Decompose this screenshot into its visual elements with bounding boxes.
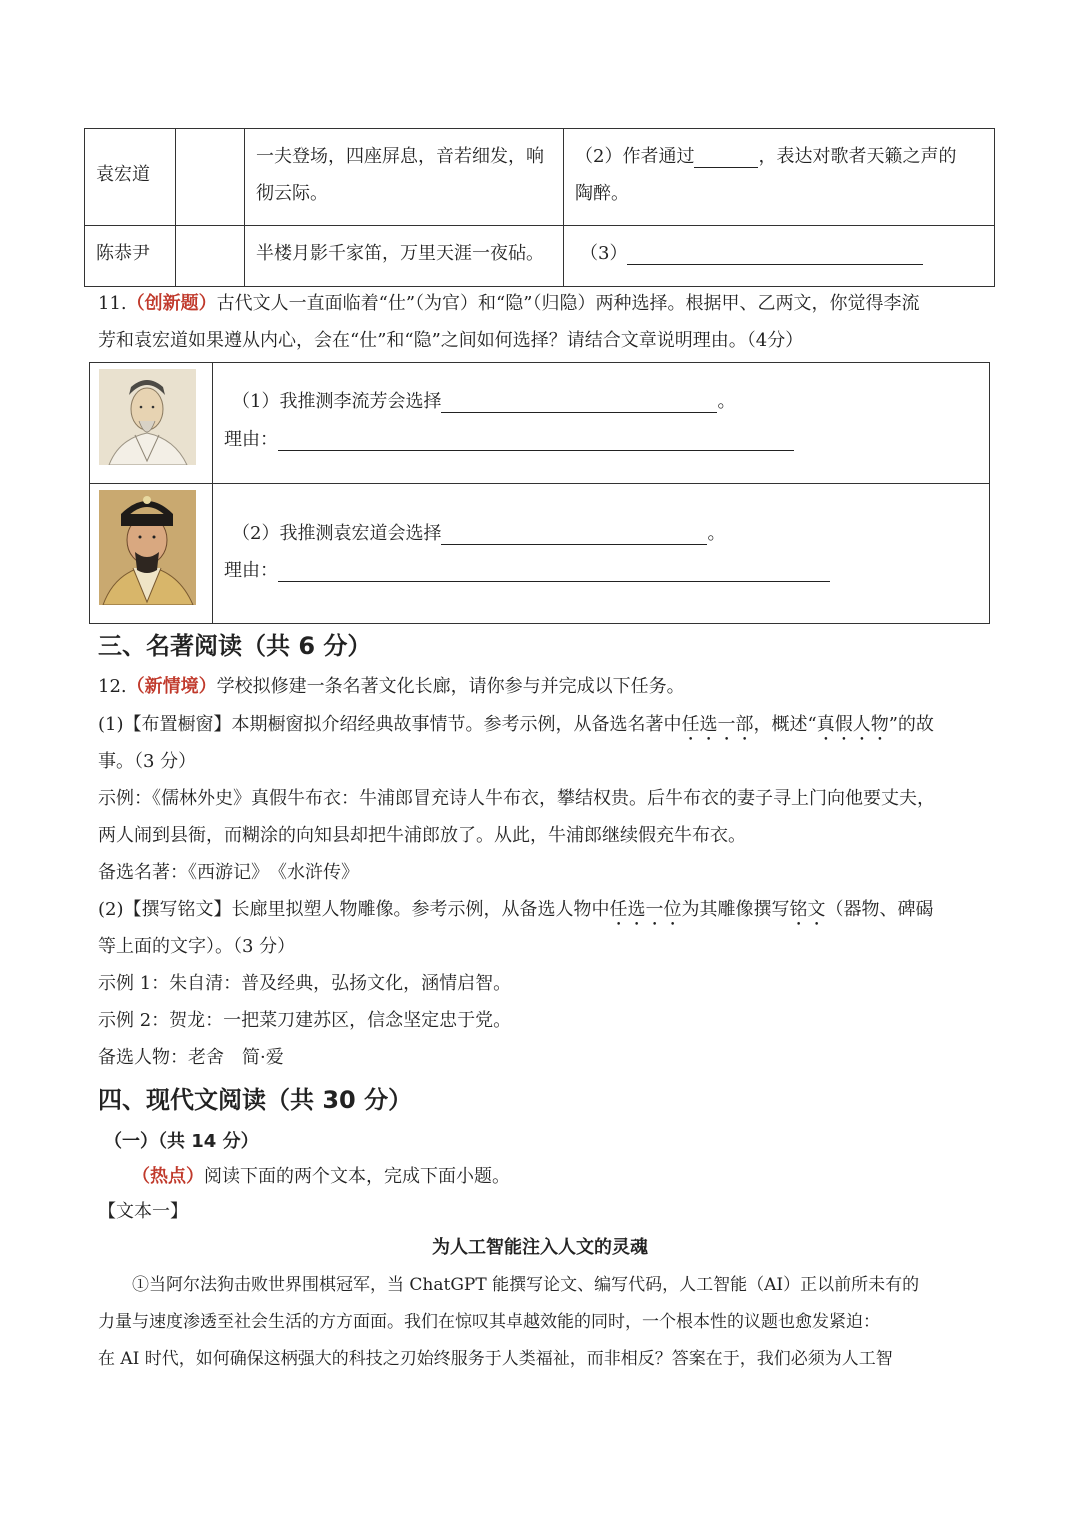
q11-reason-2 [224, 556, 830, 582]
task-1-text-c: ”的故 [888, 714, 934, 735]
q12-number: 12. [98, 676, 127, 697]
q11-answer-2 [232, 519, 725, 545]
q11-tag: （创新题） [126, 293, 217, 314]
q12-text: 学校拟修建一条名著文化长廊，请你参与并完成以下任务。 [216, 676, 685, 697]
hot-tag: （热点） [132, 1166, 204, 1187]
q11-answer-1-blank[interactable] [441, 393, 717, 413]
task-2-emphasis-1: 任选一位 [609, 899, 682, 920]
reason-label: 理由： [224, 429, 278, 450]
author-yuan-hongdao: 袁宏道 [96, 164, 150, 185]
answer-2 [575, 142, 956, 168]
task-2-text-a: (2)【撰写铭文】长廊里拟塑人物雕像。参考示例，从备选人物中 [98, 899, 610, 920]
q11-answer-1-prefix: （1）我推测李流芳会选择 [232, 391, 442, 412]
section-3-heading: 三、名著阅读（共 6 分） [98, 632, 372, 660]
quote-row-2: 半楼月影千家笛，万里天涯一夜砧。 [256, 243, 544, 264]
example-1-line-2: 两人闹到县衙，而糊涂的向知县却把牛浦郎放了。从此，牛浦郎继续假充牛布衣。 [98, 825, 746, 846]
q12-tag: （新情境） [126, 676, 217, 697]
answer-3 [580, 239, 923, 265]
q11-reason-2-blank[interactable] [278, 562, 830, 582]
task-1-emphasis-1: 任选一部 [681, 714, 754, 735]
answer-2-line-2: 陶醉。 [575, 183, 629, 204]
author-chen-gongyin: 陈恭尹 [96, 243, 150, 264]
answer-2-blank[interactable] [694, 148, 758, 168]
candidate-people: 备选人物：老舍 简·爱 [98, 1047, 284, 1068]
quote-line-1: 一夫登场，四座屏息，音若细发，响 [256, 146, 544, 167]
task-2-emphasis-2: 铭文 [789, 899, 826, 920]
text-1-label: 【文本一】 [98, 1201, 188, 1222]
answer-3-blank[interactable] [627, 245, 923, 265]
q11-answer-1-end: 。 [717, 391, 736, 412]
answer-2-suffix: ，表达对歌者天籁之声的 [758, 146, 957, 167]
answer-3-prefix: （3） [580, 243, 628, 264]
reason-label-2: 理由： [224, 560, 278, 581]
task-1-line-1 [98, 710, 934, 745]
task-2-line-2: 等上面的文字）。（3 分） [98, 936, 296, 957]
q11-answer-2-blank[interactable] [441, 525, 707, 545]
q11-text-1: 古代文人一直面临着“仕”（为官）和“隐”（归隐）两种选择。根据甲、乙两文，你觉得李流 [216, 293, 920, 314]
article-title: 为人工智能注入人文的灵魂 [432, 1237, 648, 1258]
q11-answer-1 [232, 387, 735, 413]
q11-line-2: 芳和袁宏道如果遵从内心，会在“仕”和“隐”之间如何选择？请结合文章说明理由。（4分） [98, 330, 804, 351]
portrait-li-liufang [99, 369, 196, 465]
q11-number: 11. [98, 293, 127, 314]
paragraph-1-line-3: 在 AI 时代，如何确保这柄强大的科技之刃始终服务于人类福祉，而非相反？答案在于，我们必须为人工智 [98, 1349, 893, 1369]
task-2-line-1 [98, 895, 934, 930]
q11-reason-1-blank[interactable] [278, 431, 794, 451]
paragraph-1-line-1: ①当阿尔法狗击败世界围棋冠军，当 ChatGPT 能撰写论文、编写代码，人工智能（AI）正以前所未有的 [132, 1275, 920, 1295]
section-4-heading: 四、现代文阅读（共 30 分） [98, 1086, 413, 1114]
task-2-text-c: （器物、碑碣 [825, 899, 934, 920]
task-1-text-a: (1)【布置橱窗】本期橱窗拟介绍经典故事情节。参考示例，从备选名著中 [98, 714, 682, 735]
paragraph-1-line-2: 力量与速度渗透至社会生活的方方面面。我们在惊叹其卓越效能的同时，一个根本性的议题也愈发紧迫： [98, 1312, 880, 1332]
task-1-emphasis-2: 真假人物 [816, 714, 889, 735]
answer-2-prefix: （2）作者通过 [575, 146, 695, 167]
example-2: 示例 1：朱自清：普及经典，弘扬文化，涵情启智。 [98, 973, 512, 994]
example-1-line-1: 示例：《儒林外史》真假牛布衣：牛浦郎冒充诗人牛布衣，攀结权贵。后牛布衣的妻子寻上门向他要丈夫， [98, 788, 935, 809]
q11-answer-2-prefix: （2）我推测袁宏道会选择 [232, 523, 442, 544]
example-3: 示例 2：贺龙：一把菜刀建苏区，信念坚定忠于党。 [98, 1010, 512, 1031]
q12-intro [98, 672, 685, 698]
part-1-heading: （一）（共 14 分） [104, 1131, 259, 1152]
task-1-line-2: 事。（3 分） [98, 751, 197, 772]
q11-answer-2-end: 。 [707, 523, 726, 544]
hot-topic-line [132, 1162, 510, 1188]
task-1-text-b: ，概述“ [753, 714, 817, 735]
candidate-books: 备选名著：《西游记》 《水浒传》 [98, 862, 359, 883]
hot-text: 阅读下面的两个文本，完成下面小题。 [204, 1166, 510, 1187]
portrait-yuan-hongdao [99, 490, 196, 605]
quote-line-2: 彻云际。 [256, 183, 328, 204]
task-2-text-b: 为其雕像撰写 [681, 899, 790, 920]
q11-reason-1 [224, 425, 794, 451]
q11-line-1 [98, 289, 919, 315]
